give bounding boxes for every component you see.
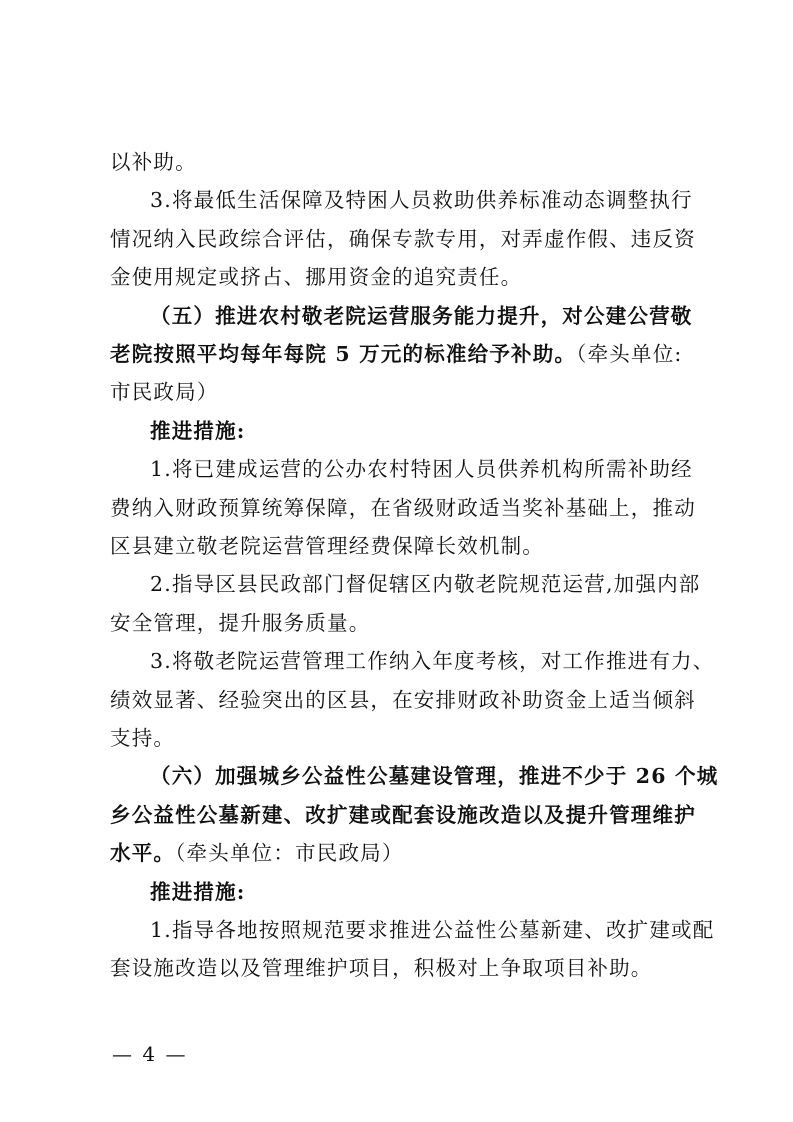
measures-heading: 推进措施: xyxy=(150,879,246,904)
paragraph-line: 套设施改造以及管理维护项目，积极对上争取项目补助。 xyxy=(110,956,653,981)
paragraph-line: 支持。 xyxy=(110,726,176,750)
paragraph-line: 情况纳入民政综合评估，确保专款专用，对弄虚作假、违反资 xyxy=(110,226,696,251)
paragraph-line: 3.将最低生活保障及特困人员救助供养标准动态调整执行 xyxy=(150,188,693,213)
lead-unit-label: （牵头单位: xyxy=(576,342,683,366)
paragraph-line: 2.指导区县民政部门督促辖区内敬老院规范运营,加强内部 xyxy=(150,572,701,597)
lead-unit-label: （牵头单位：市民政局） xyxy=(175,841,404,866)
paragraph-line: 以补助。 xyxy=(110,150,197,174)
section-heading-text: 老院按照平均每年每院 5 万元的标准给予补助。 xyxy=(110,342,577,366)
paragraph-line: 1.指导各地按照规范要求推进公益性公墓新建、改扩建或配 xyxy=(150,918,715,942)
measures-heading: 推进措施: xyxy=(150,418,246,443)
section-heading-line: （五）推进农村敬老院运营服务能力提升，对公建公营敬 xyxy=(150,303,693,328)
paragraph-line: 金使用规定或挤占、挪用资金的追究责任。 xyxy=(110,265,523,290)
section-heading-text: 水平。 xyxy=(110,841,176,866)
paragraph-line: 3.将敬老院运营管理工作纳入年度考核，对工作推进有力、 xyxy=(150,649,715,674)
lead-unit-line: 市民政局） xyxy=(110,380,219,405)
section-heading-line: 乡公益性公墓新建、改扩建或配套设施改造以及提升管理维护 xyxy=(110,802,696,827)
paragraph-line: 1.将已建成运营的公办农村特困人员供养机构所需补助经 xyxy=(150,457,693,482)
section-heading-line xyxy=(110,839,690,867)
section-heading-line: （六）加强城乡公益性公墓建设管理，推进不少于 26 个城 xyxy=(150,764,719,789)
paragraph-line: 绩效显著、经验突出的区县，在安排财政补助资金上适当倾斜 xyxy=(110,687,696,712)
paragraph-line: 安全管理，提升服务质量。 xyxy=(110,610,371,635)
section-heading-line xyxy=(110,340,710,368)
paragraph-line: 费纳入财政预算统筹保障，在省级财政适当奖补基础上，推动 xyxy=(110,495,696,520)
paragraph-line: 区县建立敬老院运营管理经费保障长效机制。 xyxy=(110,534,544,558)
page-number: — 4 — xyxy=(112,1042,188,1066)
